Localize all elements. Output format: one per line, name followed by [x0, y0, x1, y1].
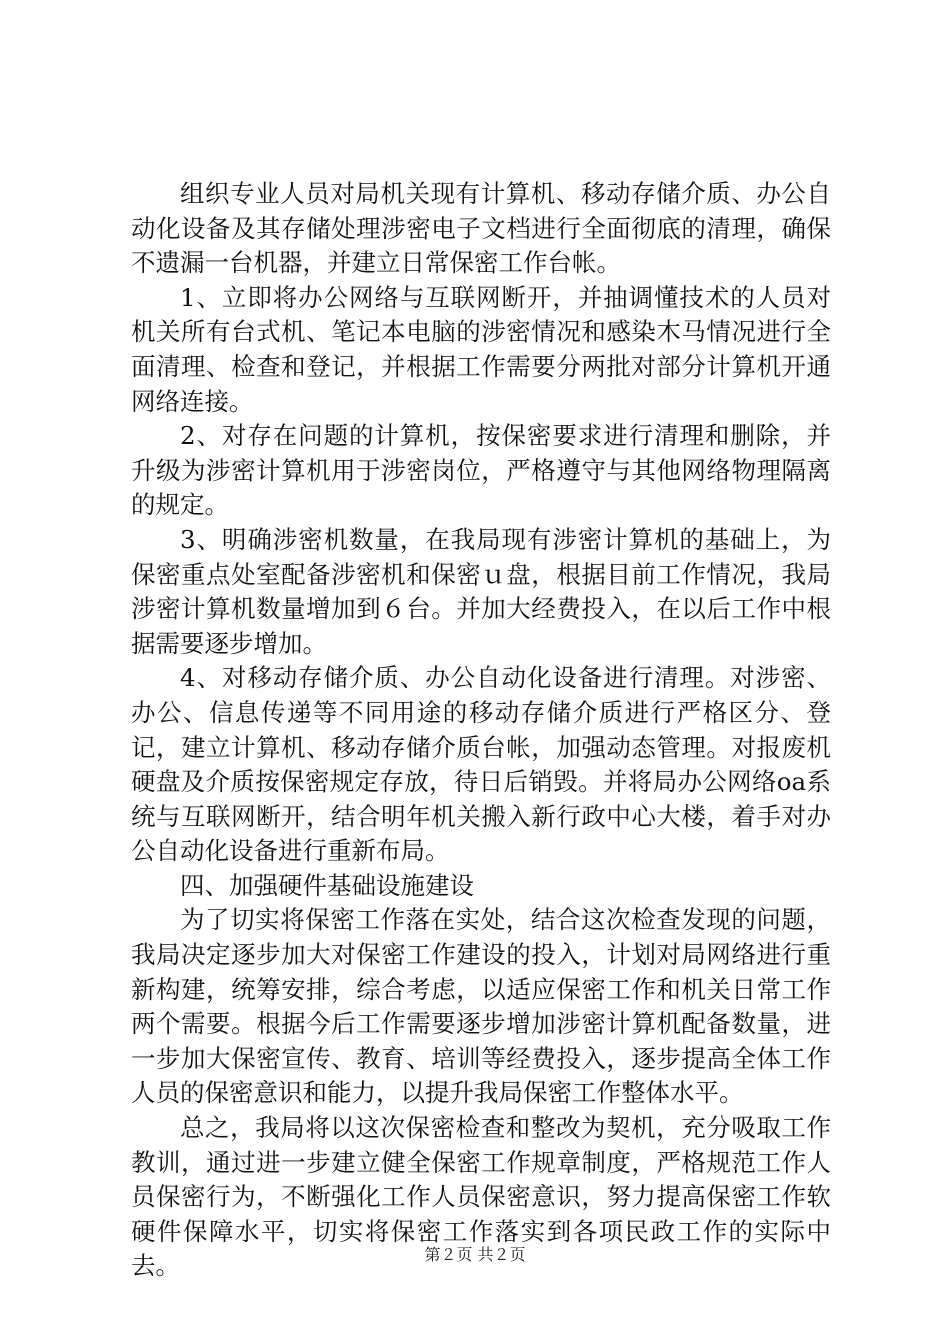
page-number: 第２页 共２页	[424, 1245, 526, 1264]
paragraph-item-4: 4、对移动存储介质、办公自动化设备进行清理。对涉密、办公、信息传递等不同用途的移动存储介质进行严格区分、登记，建立计算机、移动存储介质台帐，加强动态管理。对报废机硬盘及介质按保密规定存放，待日后销毁。并将局办公网络oa系统与互联网断开，结合明年机关搬入新行政中心大楼，着手对办公自动化设备进行重新布局。	[131, 663, 831, 866]
paragraph-item-2: 2、对存在问题的计算机，按保密要求进行清理和删除，并升级为涉密计算机用于涉密岗位，严格遵守与其他网络物理隔离的规定。	[131, 421, 831, 520]
paragraph-section-body: 为了切实将保密工作落在实处，结合这次检查发现的问题，我局决定逐步加大对保密工作建设的投入，计划对局网络进行重新构建，统筹安排，综合考虑，以适应保密工作和机关日常工作两个需要。根据今后工作需要逐步增加涉密计算机配备数量，进一步加大保密宣传、教育、培训等经费投入，逐步提高全体工作人员的保密意识和能力，以提升我局保密工作整体水平。	[131, 905, 831, 1108]
paragraph-item-3: 3、明确涉密机数量，在我局现有涉密计算机的基础上，为保密重点处室配备涉密机和保密ｕ盘，根据目前工作情况，我局涉密计算机数量增加到６台。并加大经费投入，在以后工作中根据需要逐步增加。	[131, 524, 831, 658]
paragraph-conclusion: 总之，我局将以这次保密检查和整改为契机，充分吸取工作教训，通过进一步建立健全保密工作规章制度，严格规范工作人员保密行为，不断强化工作人员保密意识，努力提高保密工作软硬件保障水平，切实将保密工作落实到各项民政工作的实际中去。	[131, 1113, 831, 1281]
section-heading: 四、加强硬件基础设施建设	[180, 870, 474, 900]
document-body	[131, 177, 831, 1284]
paragraph-item-1: 1、立即将办公网络与互联网断开，并抽调懂技术的人员对机关所有台式机、笔记本电脑的涉密情况和感染木马情况进行全面清理、检查和登记，并根据工作需要分两批对部分计算机开通网络连接。	[131, 282, 831, 416]
paragraph-intro: 组织专业人员对局机关现有计算机、移动存储介质、办公自动化设备及其存储处理涉密电子文档进行全面彻底的清理，确保不遗漏一台机器，并建立日常保密工作台帐。	[131, 179, 831, 278]
page-footer	[0, 1242, 950, 1265]
